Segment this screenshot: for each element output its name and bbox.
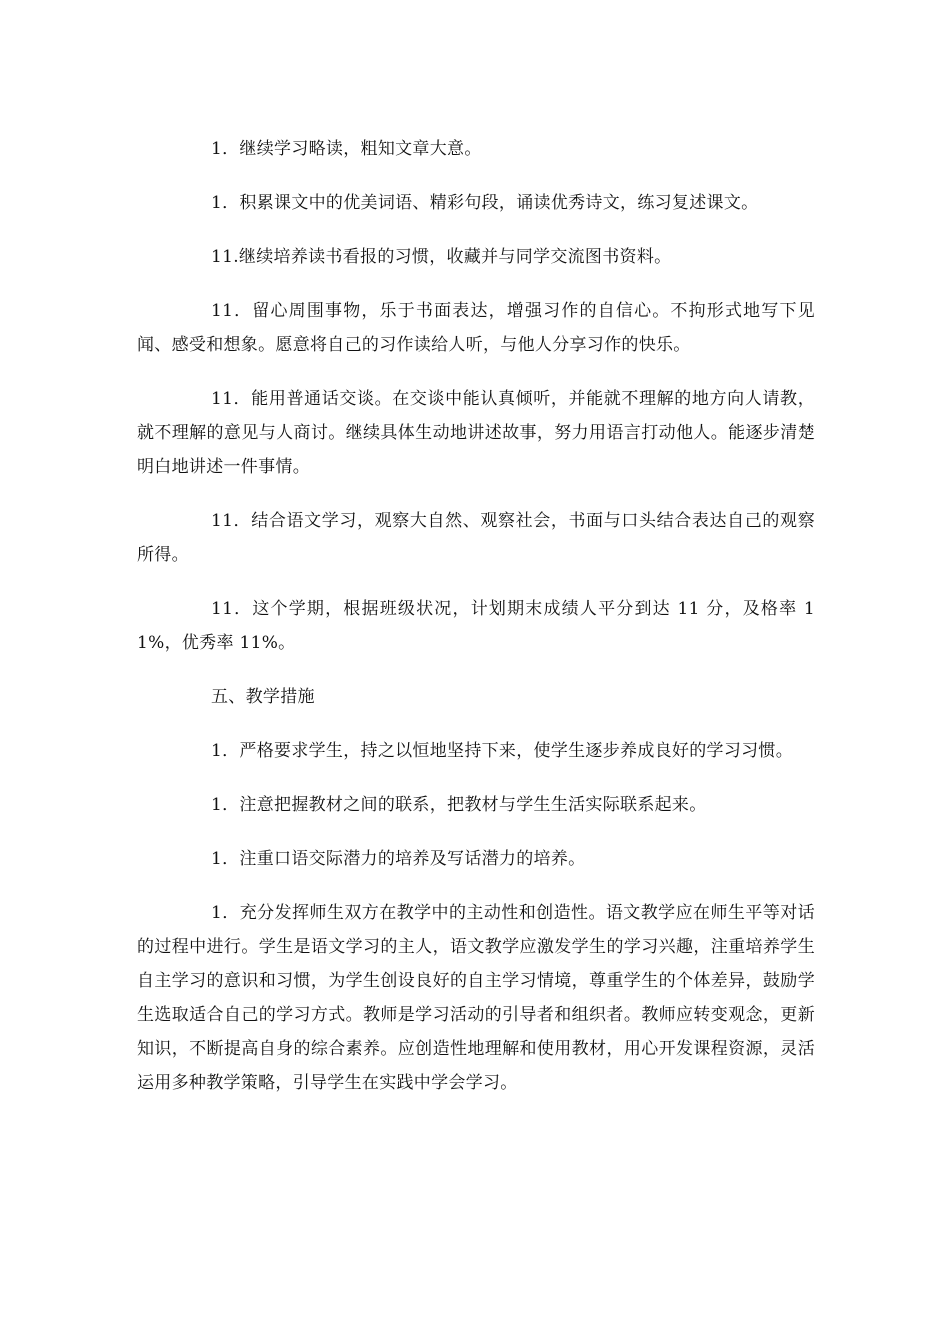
paragraph-9: 1．严格要求学生，持之以恒地坚持下来，使学生逐步养成良好的学习习惯。 <box>211 741 794 761</box>
paragraph-7: 11．这个学期，根据班级状况，计划期末成绩人平分到达 11 分，及格率 11%，优秀率 11%。 <box>137 599 815 653</box>
paragraph-1: 1．继续学习略读，粗知文章大意。 <box>211 139 482 159</box>
section-heading: 五、教学措施 <box>211 687 315 707</box>
paragraph-11: 1．注重口语交际潜力的培养及写话潜力的培养。 <box>211 849 586 869</box>
paragraph-3: 11.继续培养读书看报的习惯，收藏并与同学交流图书资料。 <box>211 247 672 267</box>
paragraph-2: 1．积累课文中的优美词语、精彩句段，诵读优秀诗文，练习复述课文。 <box>211 193 759 213</box>
paragraph-6: 11．结合语文学习，观察大自然、观察社会，书面与口头结合表达自己的观察所得。 <box>137 511 815 565</box>
paragraph-5: 11．能用普通话交谈。在交谈中能认真倾听，并能就不理解的地方向人请教，就不理解的意见与人商讨。继续具体生动地讲述故事，努力用语言打动他人。能逐步清楚明白地讲述一件事情。 <box>137 389 815 477</box>
paragraph-12: 1．充分发挥师生双方在教学中的主动性和创造性。语文教学应在师生平等对话的过程中进行。学生是语文学习的主人，语文教学应激发学生的学习兴趣，注重培养学生自主学习的意识和习惯，为学生创设良好的自主学习情境，尊重学生的个体差异，鼓励学生选取适合自己的学习方式。教师是学习活动的引导者和组织者。教师应转变观念，更新知识，不断提高自身的综合素养。应创造性地理解和使用教材，用心开发课程资源，灵活运用多种教学策略，引导学生在实践中学会学习。 <box>137 903 815 1093</box>
document-page <box>137 132 815 1120</box>
paragraph-10: 1．注意把握教材之间的联系，把教材与学生生活实际联系起来。 <box>211 795 707 815</box>
paragraph-4: 11．留心周围事物，乐于书面表达，增强习作的自信心。不拘形式地写下见闻、感受和想象。愿意将自己的习作读给人听，与他人分享习作的快乐。 <box>137 301 815 355</box>
